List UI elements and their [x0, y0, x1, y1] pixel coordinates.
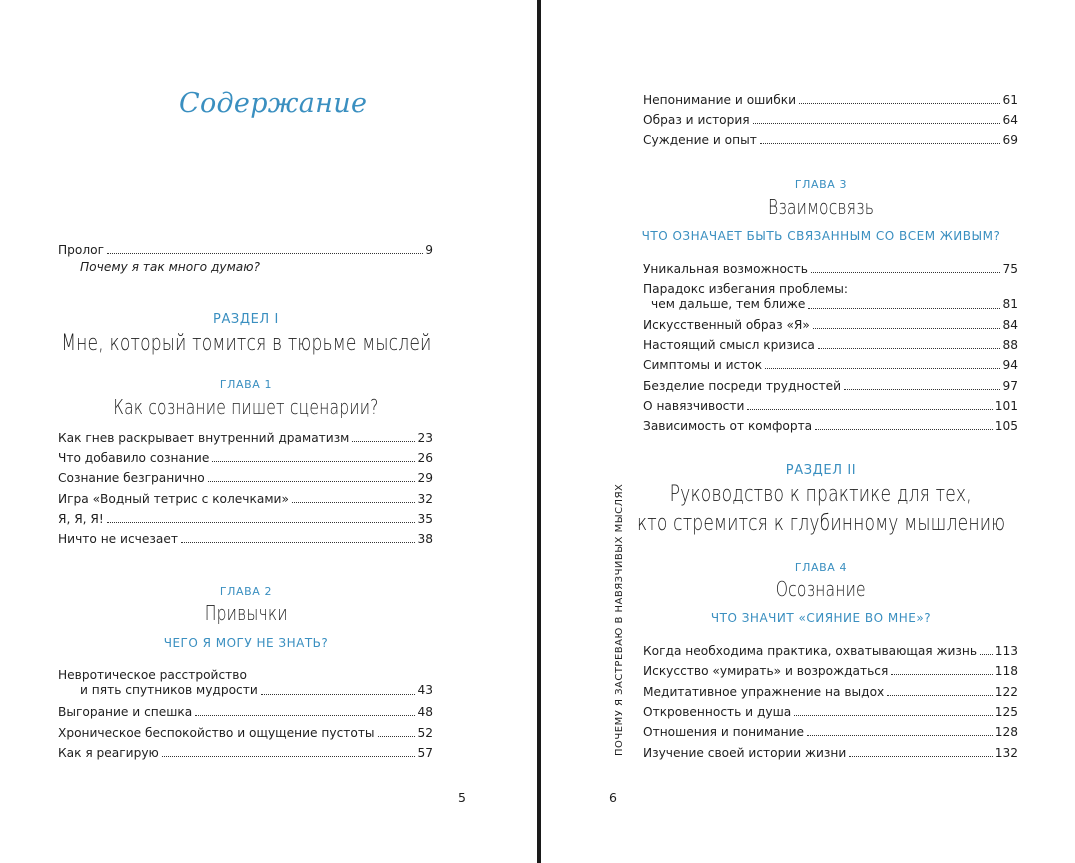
entry-label: Образ и история — [643, 113, 750, 127]
entry-label: О навязчивости — [643, 398, 745, 413]
chapter-title: Привычки — [204, 601, 288, 625]
dot-leader — [980, 654, 993, 655]
toc-entry[interactable] — [58, 532, 433, 546]
entry-label: Уникальная возможность — [643, 262, 808, 276]
entry-label-line2: чем дальше, тем ближе — [651, 297, 806, 311]
entry-page: 105 — [994, 419, 1018, 433]
entry-page: 57 — [417, 746, 433, 760]
page-number: 6 — [609, 790, 617, 805]
toc-entry[interactable] — [58, 492, 433, 506]
dot-leader — [292, 502, 416, 503]
toc-entry[interactable] — [643, 746, 1018, 760]
chapter-title: Взаимосвязь — [767, 195, 875, 219]
chapter-title-wrap — [0, 601, 492, 625]
entry-label: Настоящий смысл кризиса — [643, 338, 815, 353]
entry-label: Симптомы и исток — [643, 358, 763, 373]
chapter-subtitle: ЧЕГО Я МОГУ НЕ ЗНАТЬ? — [163, 636, 329, 650]
chapter-label: ГЛАВА 1 — [219, 378, 273, 391]
toc-entry[interactable] — [58, 451, 433, 465]
entry-label: Игра «Водный тетрис с колечками» — [58, 491, 289, 506]
chapter-subtitle: ЧТО ОЗНАЧАЕТ БЫТЬ СВЯЗАННЫМ СО ВСЕМ ЖИВЫМ? — [641, 229, 1001, 243]
toc-entry[interactable] — [643, 358, 1018, 372]
toc-entry[interactable] — [643, 93, 1018, 107]
chapter-title-wrap — [0, 395, 492, 419]
entry-page: 122 — [994, 684, 1018, 699]
dot-leader — [815, 429, 993, 430]
entry-page: 97 — [1002, 378, 1018, 393]
section-title: Мне, который томится в тюрьме мыслей — [60, 331, 432, 356]
toc-entry[interactable] — [643, 282, 1018, 312]
entry-label: Непонимание и ошибки — [643, 93, 797, 107]
entry-page: 128 — [994, 725, 1018, 740]
dot-leader — [107, 253, 423, 254]
dot-leader — [181, 542, 416, 543]
dot-leader — [887, 695, 993, 696]
chapter-label: ГЛАВА 4 — [794, 561, 848, 574]
dot-leader — [794, 715, 993, 716]
dot-leader — [765, 368, 1000, 369]
toc-entry[interactable] — [643, 262, 1018, 276]
entry-page: 101 — [994, 398, 1018, 413]
dot-leader — [352, 441, 415, 442]
dot-leader — [208, 481, 416, 482]
entry-page: 26 — [417, 451, 433, 466]
toc-entry[interactable] — [643, 338, 1018, 352]
chapter-title: Как сознание пишет сценарии? — [113, 395, 379, 419]
dot-leader — [195, 715, 415, 716]
toc-entry[interactable] — [643, 664, 1018, 678]
entry-label: Когда необходима практика, охватывающая жизнь — [643, 644, 978, 658]
toc-entry[interactable] — [643, 725, 1018, 739]
dot-leader — [760, 143, 1001, 144]
toc-title: Содержание — [179, 88, 368, 119]
chapter-title-wrap — [541, 195, 1075, 219]
chapter-label: ГЛАВА 3 — [794, 178, 848, 191]
entry-label: Безделие посреди трудностей — [643, 378, 842, 393]
entry-label: Искусство «умирать» и возрождаться — [643, 664, 889, 679]
entry-page: 23 — [417, 431, 433, 445]
toc-entry[interactable] — [643, 419, 1018, 433]
entry-label: Отношения и понимание — [643, 725, 805, 740]
dot-leader — [107, 522, 416, 523]
chapter-label: ГЛАВА 2 — [219, 585, 273, 598]
dot-leader — [162, 756, 416, 757]
dot-leader — [808, 308, 1000, 309]
toc-entry[interactable] — [58, 705, 433, 719]
dot-leader — [753, 123, 1001, 124]
entry-page: 113 — [994, 644, 1018, 658]
entry-page: 132 — [994, 745, 1018, 760]
left-page — [0, 0, 537, 863]
entry-label: Зависимость от комфорта — [643, 419, 813, 433]
dot-leader — [378, 736, 416, 737]
entry-page: 29 — [417, 471, 433, 486]
entry-label: Пролог — [58, 243, 105, 257]
entry-label: Что добавило сознание — [58, 451, 210, 466]
toc-entry[interactable] — [58, 746, 433, 760]
entry-label: Сознание безгранично — [58, 471, 205, 486]
running-title: ПОЧЕМУ Я ЗАСТРЕВАЮ В НАВЯЗЧИВЫХ МЫСЛЯХ — [614, 483, 625, 756]
entry-page: 61 — [1002, 93, 1018, 107]
entry-page: 69 — [1002, 133, 1018, 147]
dot-leader — [747, 409, 992, 410]
toc-entry[interactable] — [643, 133, 1018, 147]
dot-leader — [261, 694, 416, 695]
toc-entry[interactable] — [643, 318, 1018, 332]
entry-label: Изучение своей истории жизни — [643, 745, 847, 760]
entry-page: 38 — [417, 532, 433, 546]
toc-entry[interactable] — [58, 512, 433, 526]
section-label: РАЗДЕЛ II — [785, 463, 857, 478]
entry-page: 9 — [425, 243, 433, 257]
entry-page: 88 — [1002, 338, 1018, 353]
toc-entry[interactable] — [58, 726, 433, 740]
toc-entry[interactable] — [58, 431, 433, 445]
dot-leader — [891, 674, 992, 675]
entry-page: 118 — [994, 664, 1018, 679]
entry-label: Откровенность и душа — [643, 704, 792, 719]
entry-label: Как гнев раскрывает внутренний драматизм — [58, 431, 350, 445]
dot-leader — [844, 389, 1000, 390]
entry-page: 75 — [1002, 262, 1018, 276]
entry-label-line1: Парадокс избегания проблемы: — [643, 282, 848, 296]
dot-leader — [849, 756, 992, 757]
toc-entry[interactable] — [643, 705, 1018, 719]
toc-entry[interactable] — [58, 471, 433, 485]
entry-page: 81 — [1002, 297, 1018, 311]
section-label: РАЗДЕЛ I — [213, 312, 279, 327]
toc-entry[interactable] — [643, 644, 1018, 658]
section-title-wrap — [0, 331, 492, 356]
entry-page: 84 — [1002, 318, 1018, 332]
dot-leader — [212, 461, 415, 462]
entry-page: 52 — [417, 725, 433, 740]
dot-leader — [807, 735, 993, 736]
entry-label: Медитативное упражнение на выдох — [643, 684, 885, 699]
entry-label: Хроническое беспокойство и ощущение пустоты — [58, 725, 375, 740]
dot-leader — [818, 348, 1001, 349]
entry-label: Искусственный образ «Я» — [643, 318, 810, 332]
entry-page: 94 — [1002, 358, 1018, 373]
section-title-line2: кто стремится к глубинному мышлению — [636, 511, 1006, 536]
entry-label: Выгорание и спешка — [58, 705, 193, 719]
entry-label: Суждение и опыт — [643, 133, 757, 147]
entry-label-line2: и пять спутников мудрости — [80, 683, 258, 697]
dot-leader — [799, 103, 1000, 104]
entry-page: 64 — [1002, 113, 1018, 127]
entry-label: Как я реагирую — [58, 746, 159, 760]
entry-label-line1: Невротическое расстройство — [58, 668, 247, 682]
entry-page: 48 — [417, 705, 433, 719]
entry-label: Я, Я, Я! — [58, 511, 104, 526]
toc-entry[interactable] — [643, 399, 1018, 413]
section-title-line1: Руководство к практике для тех, — [669, 482, 973, 507]
dot-leader — [813, 328, 1001, 329]
entry-page: 125 — [994, 704, 1018, 719]
toc-entry[interactable] — [58, 668, 433, 698]
entry-page: 35 — [417, 511, 433, 526]
dot-leader — [811, 272, 1001, 273]
toc-entry[interactable] — [643, 379, 1018, 393]
toc-entry[interactable] — [643, 113, 1018, 127]
entry-page: 43 — [417, 683, 433, 697]
chapter-subtitle: ЧТО ЗНАЧИТ «СИЯНИЕ ВО МНЕ»? — [710, 611, 932, 625]
entry-page: 32 — [417, 491, 433, 506]
page-number: 5 — [458, 790, 466, 805]
toc-entry[interactable] — [643, 685, 1018, 699]
entry-label: Ничто не исчезает — [58, 532, 178, 546]
prolog-subtitle: Почему я так много думаю? — [80, 260, 260, 274]
toc-entry-prolog[interactable] — [58, 243, 433, 257]
chapter-title: Осознание — [775, 577, 867, 601]
